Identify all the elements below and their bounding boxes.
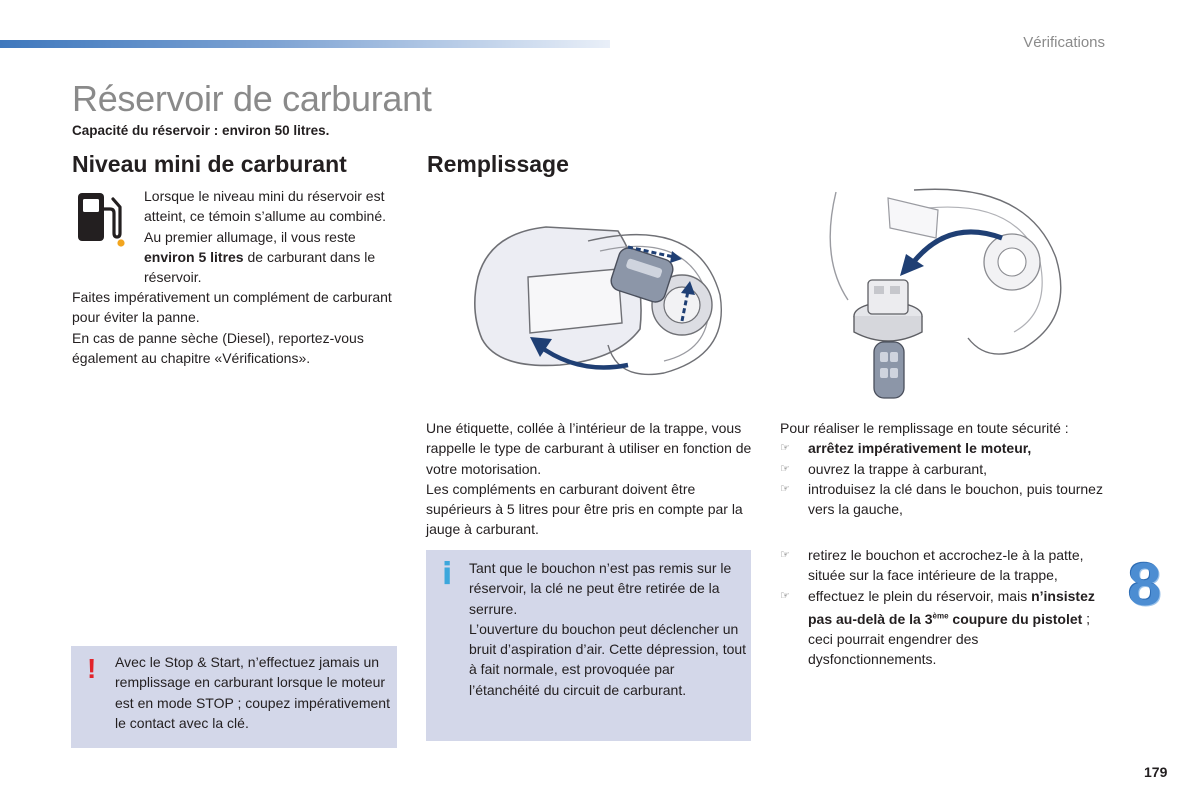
- page-title: Réservoir de carburant: [72, 78, 432, 119]
- warning-text: Avec le Stop & Start, n’effectuez jamais un remplissage en carburant lorsque le moteur est en mode STOP ; coupez impérativement le contact avec la clé.: [115, 654, 390, 731]
- remplissage-text: Une étiquette, collée à l’intérieur de la trappe, vous rappelle le type de carburant à utiliser en fonction de votre motorisation. Les compléments en carburant doivent être supérieurs à 5 litres pour être pris en compte par la jauge à carburant.: [426, 420, 752, 538]
- chapter-number: 8: [1128, 551, 1162, 618]
- niveau-text-1: Lorsque le niveau mini du réservoir est atteint, ce témoin s’allume au combiné. Au premier allumage, il vous reste environ 5 litres de carburant dans le réservoir.: [144, 188, 387, 286]
- warning-box: [71, 646, 397, 748]
- steps-intro: Pour réaliser le remplissage en toute sécurité :: [780, 420, 1069, 436]
- steps-block-2: [780, 545, 1110, 669]
- steps-block-1: [780, 418, 1110, 519]
- list-item: ☞ effectuez le plein du réservoir, mais n’insistez pas au-delà de la 3ème coupure du pistolet ; ceci pourrait engendrer des dysfonctionnements.: [780, 587, 1095, 668]
- heading-niveau-mini: Niveau mini de carburant: [72, 151, 347, 177]
- list-item: ☞ ouvrez la trappe à carburant,: [780, 460, 987, 477]
- heading-remplissage: Remplissage: [427, 151, 569, 177]
- info-box: [426, 550, 751, 741]
- fuel-flap-illustration: [468, 225, 730, 377]
- fuel-cap-key-illustration: [818, 188, 1076, 406]
- info-text: Tant que le bouchon n’est pas remis sur le réservoir, la clé ne peut être retirée de la serrure. L’ouverture du bouchon peut déclencher un bruit d’aspiration d’air. Cette dépression, tout à fait normale, est provoquée par l’étanchéité du circuit de carburant.: [469, 560, 747, 698]
- section-name: Vérifications: [1023, 34, 1105, 51]
- list-item: ☞ retirez le bouchon et accrochez-le à la patte, située sur la face intérieure de la trappe,: [780, 547, 1084, 584]
- header-accent-bar: [0, 40, 610, 48]
- list-item: ☞ arrêtez impérativement le moteur,: [780, 440, 1032, 457]
- tank-capacity: Capacité du réservoir : environ 50 litres.: [72, 123, 330, 138]
- list-item: ☞ introduisez la clé dans le bouchon, puis tournez vers la gauche,: [780, 480, 1103, 518]
- warning-icon: !: [87, 653, 97, 684]
- info-icon: i: [442, 557, 453, 592]
- fuel-pump-icon: [74, 191, 130, 249]
- niveau-text-2: Faites impérativement un complément de carburant pour éviter la panne. En cas de panne sèche (Diesel), reportez-vous également au chapitre «Vérifications».: [72, 289, 392, 366]
- page-number: 179: [1144, 764, 1168, 780]
